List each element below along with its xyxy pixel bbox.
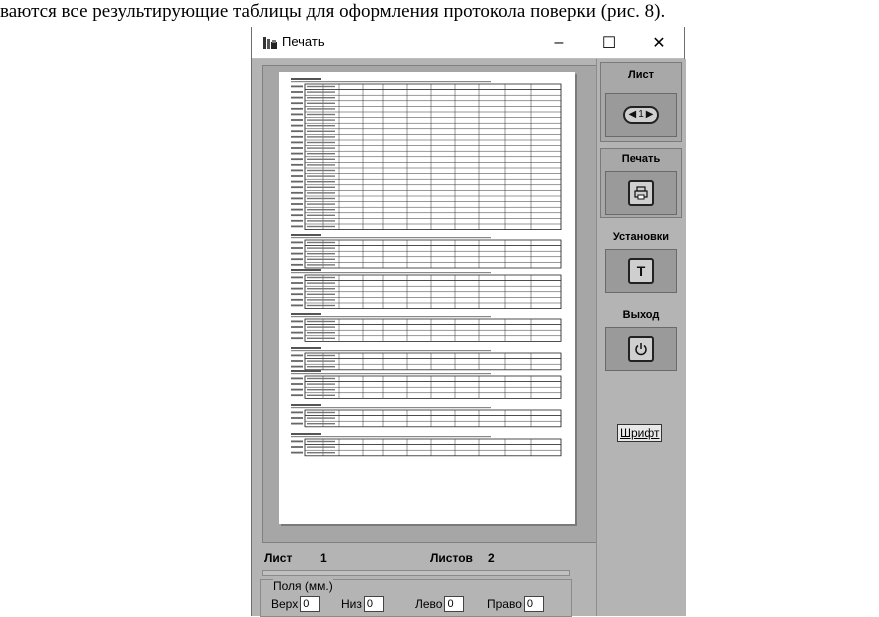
row-cell-mark [307, 86, 335, 87]
row-label-mark [291, 220, 303, 222]
row-cell-mark [307, 181, 335, 182]
row-cell-mark [307, 253, 335, 254]
window-title: Печать [282, 34, 325, 49]
maximize-button[interactable] [587, 27, 631, 58]
row-cell-mark [307, 153, 335, 154]
row-cell-mark [307, 305, 335, 306]
row-label-mark [291, 360, 303, 362]
row-cell-mark [307, 423, 335, 424]
row-label-mark [291, 91, 303, 93]
status-separator [262, 570, 570, 576]
exit-button[interactable] [605, 327, 677, 371]
row-cell-mark [307, 321, 335, 322]
row-cell-mark [307, 103, 335, 104]
row-cell-mark [307, 215, 335, 216]
row-cell-mark [307, 277, 335, 278]
row-label-mark [291, 125, 303, 127]
row-cell-mark [307, 198, 335, 199]
sheet-nav-icon [623, 106, 660, 124]
row-cell-mark [307, 187, 335, 188]
row-label-mark [291, 153, 303, 155]
table-subtitle-mark [291, 316, 491, 317]
row-cell-mark [307, 242, 335, 243]
row-label-mark [291, 446, 303, 448]
row-label-mark [291, 412, 303, 414]
row-label-mark [291, 192, 303, 194]
margin-left-field [415, 596, 464, 612]
row-cell-mark [307, 378, 335, 379]
row-cell-mark [307, 119, 335, 120]
table-caption-mark [291, 269, 321, 271]
row-cell-mark [307, 264, 335, 265]
table-subtitle-mark [291, 436, 491, 437]
status-sheet-value: 1 [320, 551, 327, 565]
row-cell-mark [307, 332, 335, 333]
row-cell-mark [307, 97, 335, 98]
status-sheet-label: Лист [264, 551, 293, 565]
row-label-mark [291, 209, 303, 211]
margin-top-input[interactable]: 0 [300, 596, 320, 612]
margins-group [260, 579, 572, 617]
row-cell-mark [307, 417, 335, 418]
row-label-mark [291, 299, 303, 301]
row-label-mark [291, 253, 303, 255]
row-cell-mark [307, 299, 335, 300]
row-label-mark [291, 366, 303, 368]
sheet-tables-thumbnail [279, 72, 575, 524]
row-label-mark [291, 130, 303, 132]
settings-label: Установки [612, 231, 670, 243]
row-cell-mark [307, 209, 335, 210]
row-cell-mark [307, 441, 335, 442]
sheet-nav-label: Лист [628, 69, 654, 81]
row-cell-mark [307, 383, 335, 384]
row-cell-mark [307, 170, 335, 171]
row-label-mark [291, 214, 303, 216]
row-label-mark [291, 175, 303, 177]
row-cell-mark [307, 159, 335, 160]
print-button[interactable] [605, 171, 677, 215]
margin-top-field [271, 596, 320, 612]
row-label-mark [291, 389, 303, 391]
print-label: Печать [621, 153, 661, 165]
status-sheets-value: 2 [488, 551, 495, 565]
row-label-mark [291, 337, 303, 339]
table-subtitle-mark [291, 237, 491, 238]
print-window [251, 27, 685, 616]
row-label-mark [291, 198, 303, 200]
row-cell-mark [307, 164, 335, 165]
table-subtitle-mark [291, 350, 491, 351]
row-cell-mark [307, 395, 335, 396]
hammer-icon: T [628, 258, 654, 284]
row-cell-mark [307, 326, 335, 327]
row-label-mark [291, 86, 303, 88]
row-label-mark [291, 383, 303, 385]
close-icon: ✕ [652, 34, 666, 52]
title-bar [252, 27, 684, 59]
row-cell-mark [307, 294, 335, 295]
power-glyph-icon [634, 342, 648, 356]
row-label-mark [291, 186, 303, 188]
margin-top-label: Верх [271, 597, 299, 611]
row-label-mark [291, 355, 303, 357]
sheet-nav-group [600, 62, 682, 142]
table-outline [305, 353, 561, 370]
row-cell-mark [307, 366, 335, 367]
row-label-mark [291, 136, 303, 138]
row-label-mark [291, 258, 303, 260]
row-label-mark [291, 305, 303, 307]
table-subtitle-mark [291, 272, 491, 273]
table-caption-mark [291, 234, 321, 236]
row-cell-mark [307, 175, 335, 176]
row-label-mark [291, 119, 303, 121]
minimize-icon: – [554, 33, 564, 51]
row-cell-mark [307, 259, 335, 260]
row-cell-mark [307, 338, 335, 339]
row-cell-mark [307, 108, 335, 109]
table-caption-mark [291, 370, 321, 372]
table-subtitle-mark [291, 407, 491, 408]
row-label-mark [291, 321, 303, 323]
row-label-mark [291, 288, 303, 290]
row-cell-mark [307, 389, 335, 390]
close-button[interactable] [637, 27, 681, 58]
table-outline [305, 410, 561, 427]
window-content [252, 59, 684, 616]
row-label-mark [291, 226, 303, 228]
row-label-mark [291, 102, 303, 104]
row-cell-mark [307, 114, 335, 115]
status-row [262, 551, 582, 567]
row-cell-mark [307, 360, 335, 361]
sheet-nav-value: 1 [638, 109, 644, 120]
row-label-mark [291, 108, 303, 110]
sidebar [596, 59, 686, 616]
row-label-mark [291, 326, 303, 328]
row-cell-mark [307, 288, 335, 289]
row-cell-mark [307, 131, 335, 132]
row-cell-mark [307, 220, 335, 221]
table-caption-mark [291, 78, 321, 80]
margin-bottom-label: Низ [341, 597, 362, 611]
margin-bottom-field [341, 596, 384, 612]
table-subtitle-mark [291, 373, 491, 374]
row-label-mark [291, 181, 303, 183]
margin-left-input[interactable]: 0 [444, 596, 464, 612]
row-label-mark [291, 247, 303, 249]
row-label-mark [291, 147, 303, 149]
row-cell-mark [307, 136, 335, 137]
printer-books-icon [262, 35, 278, 51]
margin-right-label: Право [487, 597, 522, 611]
row-label-mark [291, 158, 303, 160]
preview-sheet [279, 72, 575, 524]
row-label-mark [291, 164, 303, 166]
font-button[interactable]: Шрифт [617, 424, 662, 442]
row-label-mark [291, 264, 303, 266]
row-label-mark [291, 277, 303, 279]
row-label-mark [291, 242, 303, 244]
row-label-mark [291, 97, 303, 99]
exit-label: Выход [622, 309, 660, 321]
table-caption-mark [291, 313, 321, 315]
settings-group [600, 229, 682, 299]
row-label-mark [291, 378, 303, 380]
row-label-mark [291, 282, 303, 284]
table-outline [305, 240, 561, 268]
print-group [600, 148, 682, 218]
margin-right-field [487, 596, 544, 612]
row-cell-mark [307, 203, 335, 204]
row-cell-mark [307, 446, 335, 447]
row-cell-mark [307, 192, 335, 193]
status-sheets-label: Листов [430, 551, 473, 565]
margin-right-input[interactable]: 0 [524, 596, 544, 612]
row-cell-mark [307, 142, 335, 143]
margin-bottom-input[interactable]: 0 [364, 596, 384, 612]
row-cell-mark [307, 282, 335, 283]
row-cell-mark [307, 355, 335, 356]
row-label-mark [291, 142, 303, 144]
printer-icon [628, 180, 654, 206]
row-label-mark [291, 293, 303, 295]
margins-title: Поля (мм.) [273, 579, 333, 593]
table-outline [305, 439, 561, 456]
printer-glyph-icon [634, 186, 648, 200]
row-label-mark [291, 423, 303, 425]
minimize-button[interactable] [537, 27, 581, 58]
sheet-nav-button[interactable] [605, 93, 677, 137]
document-text-line: ваются все результирующие таблицы для оформления протокола поверки (рис. 8). [0, 1, 666, 22]
prev-sheet-icon[interactable]: ◀ [628, 109, 637, 120]
row-cell-mark [307, 147, 335, 148]
row-cell-mark [307, 91, 335, 92]
margin-left-label: Лево [415, 597, 443, 611]
row-label-mark [291, 452, 303, 454]
row-label-mark [291, 114, 303, 116]
print-preview-area[interactable] [262, 65, 598, 543]
row-label-mark [291, 394, 303, 396]
settings-button[interactable] [605, 249, 677, 293]
table-subtitle-mark [291, 81, 491, 82]
row-label-mark [291, 417, 303, 419]
maximize-icon: ☐ [601, 34, 617, 52]
row-label-mark [291, 203, 303, 205]
row-cell-mark [307, 247, 335, 248]
next-sheet-icon[interactable]: ▶ [645, 109, 654, 120]
exit-group [600, 307, 682, 377]
row-label-mark [291, 441, 303, 443]
row-cell-mark [307, 412, 335, 413]
row-label-mark [291, 170, 303, 172]
row-cell-mark [307, 452, 335, 453]
row-cell-mark [307, 226, 335, 227]
table-caption-mark [291, 404, 321, 406]
power-icon [628, 336, 654, 362]
table-caption-mark [291, 347, 321, 349]
row-label-mark [291, 332, 303, 334]
row-cell-mark [307, 125, 335, 126]
table-caption-mark [291, 433, 321, 435]
